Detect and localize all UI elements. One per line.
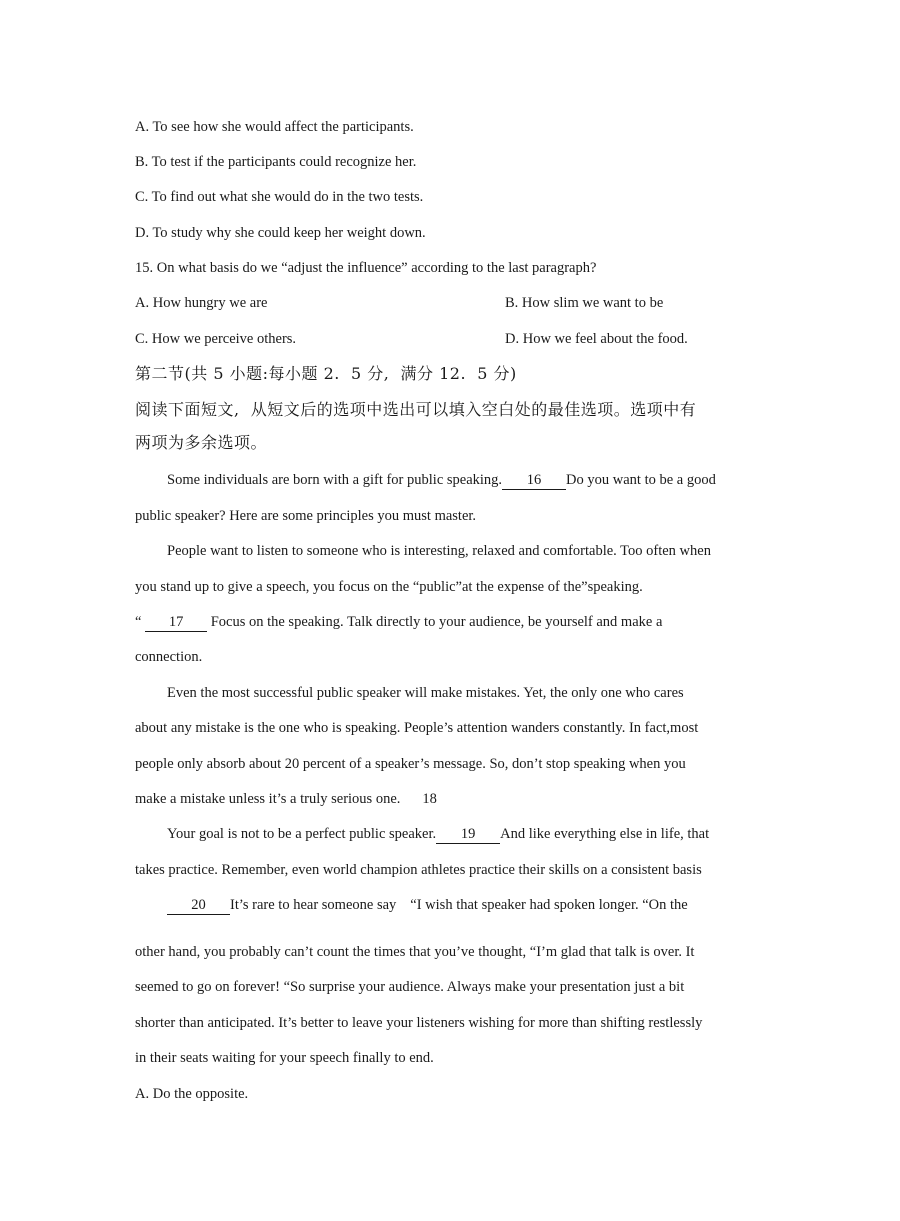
section2-instructions-1: 阅读下面短文, 从短文后的选项中选出可以填入空白处的最佳选项。选项中有 [135,400,697,419]
passage-p5-line4: shorter than anticipated. It’s better to leave your listeners wishing for more than shifting restlessly [135,1015,703,1031]
passage-p4-line2: takes practice. Remember, even world champion athletes practice their skills on a consistent basis [135,862,702,878]
blank-17: 17 [145,613,207,632]
section2-instructions-2: 两项为多余选项。 [135,433,268,452]
q14-option-c: C. To find out what she would do in the two tests. [135,189,424,205]
q15-stem: 15. On what basis do we “adjust the influence” according to the last paragraph? [135,260,597,276]
passage-p1-line1: Some individuals are born with a gift for public speaking. 16 Do you want to be a good [167,472,716,488]
passage-p5-line5: in their seats waiting for your speech finally to end. [135,1050,434,1066]
blank-18: 18 [422,791,437,807]
q14-option-a: A. To see how she would affect the participants. [135,119,414,135]
passage-p1-line2: public speaker? Here are some principles you must master. [135,508,477,524]
q15-option-a: A. How hungry we are [135,295,268,311]
blank-20: 20 [167,896,230,915]
q15-option-b: B. How slim we want to be [505,295,664,311]
section2-heading: 第二节(共 5 小题:每小题 2. 5 分, 满分 12. 5 分) [135,364,517,383]
passage-p5-line1: 20 It’s rare to hear someone say “I wish that speaker had spoken longer. “On the [167,895,688,915]
blank-19: 19 [436,825,500,844]
passage-p2-line2: you stand up to give a speech, you focus on the “public”at the expense of the”speaking. [135,579,643,595]
q14-option-d: D. To study why she could keep her weight down. [135,225,426,241]
q14-option-b: B. To test if the participants could recognize her. [135,154,417,170]
passage-p3-line3: people only absorb about 20 percent of a speaker’s message. So, don’t stop speaking when you [135,756,686,772]
passage-p3-line2: about any mistake is the one who is speaking. People’s attention wanders constantly. In fact,most [135,720,699,736]
answer-option-a: A. Do the opposite. [135,1086,249,1102]
passage-p3-line1: Even the most successful public speaker will make mistakes. Yet, the only one who cares [167,685,684,701]
passage-p2-line1: People want to listen to someone who is interesting, relaxed and comfortable. Too often when [167,543,711,559]
blank-16: 16 [502,471,566,490]
passage-p5-line3: seemed to go on forever! “So surprise your audience. Always make your presentation just a bit [135,979,685,995]
q15-option-c: C. How we perceive others. [135,331,297,347]
passage-p3-line4: make a mistake unless it’s a truly serious one. 18 [135,791,437,807]
passage-p2-line3: “ 17 Focus on the speaking. Talk directly to your audience, be yourself and make a [135,614,663,630]
passage-p5-line2: other hand, you probably can’t count the times that you’ve thought, “I’m glad that talk is over. It [135,944,695,960]
q15-option-d: D. How we feel about the food. [505,331,688,347]
passage-p2-line4: connection. [135,649,203,665]
passage-p4-line1: Your goal is not to be a perfect public speaker. 19 And like everything else in life, that [167,826,710,842]
